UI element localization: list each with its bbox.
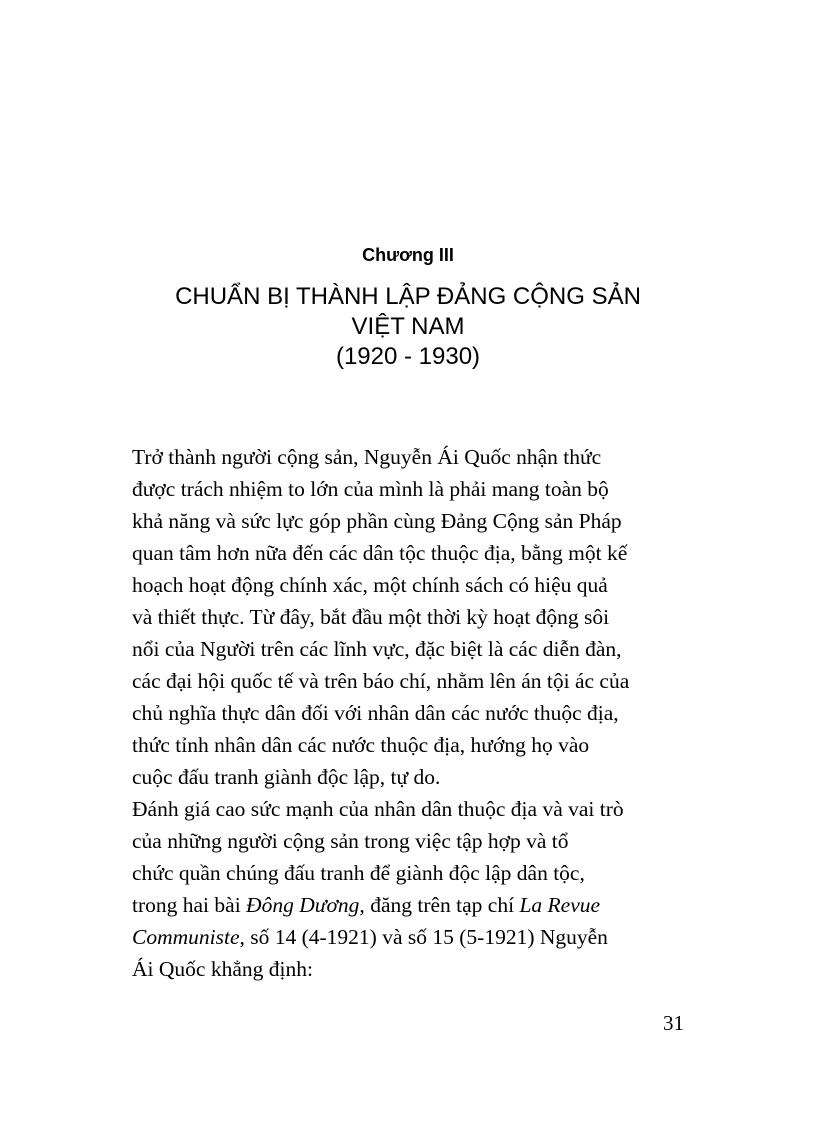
text-line: khả năng và sức lực góp phần cùng Đảng Cộng sản Pháp	[132, 509, 622, 533]
text-line: quan tâm hơn nữa đến các dân tộc thuộc địa, bằng một kế	[132, 541, 628, 565]
text-line: hoạch hoạt động chính xác, một chính sách có hiệu quả	[132, 573, 608, 597]
text-line: thức tỉnh nhân dân các nước thuộc địa, hướng họ vào	[132, 733, 590, 757]
text-line: và thiết thực. Từ đây, bắt đầu một thời kỳ hoạt động sôi	[132, 605, 610, 629]
chapter-title	[100, 282, 716, 372]
text-line: chủ nghĩa thực dân đối với nhân dân các nước thuộc địa,	[132, 701, 619, 725]
text-line: nổi của Người trên các lĩnh vực, đặc biệt là các diễn đàn,	[132, 637, 622, 661]
text-line: Trở thành người cộng sản, Nguyễn Ái Quốc nhận thức	[132, 445, 602, 469]
text-line	[132, 889, 712, 921]
text-line	[132, 921, 712, 953]
text-line: các đại hội quốc tế và trên báo chí, nhằm lên án tội ác của	[132, 669, 630, 693]
text-line: của những người cộng sản trong việc tập hợp và tổ	[132, 829, 569, 853]
journal-title: La Revue	[519, 893, 601, 917]
text-line: cuộc đấu tranh giành độc lập, tự do.	[132, 765, 441, 789]
text-segment: đăng trên tạp chí	[364, 893, 520, 917]
article-title: Đông Dương,	[246, 893, 365, 917]
journal-title: Communiste	[132, 925, 240, 949]
text-segment: , số 14 (4-1921) và số 15 (5-1921) Nguyễn	[239, 925, 608, 949]
text-line: chức quần chúng đấu tranh để giành độc lập dân tộc,	[132, 861, 585, 885]
text-line: Đánh giá cao sức mạnh của nhân dân thuộc địa và vai trò	[132, 797, 624, 821]
chapter-title-line: (1920 - 1930)	[335, 343, 481, 370]
text-line: Ái Quốc khẳng định:	[132, 957, 313, 981]
chapter-title-line: VIỆT NAM	[351, 313, 465, 340]
body-text	[132, 441, 712, 985]
chapter-label: Chương III	[362, 245, 454, 265]
chapter-title-line: CHUẨN BỊ THÀNH LẬP ĐẢNG CỘNG SẢN	[175, 283, 641, 310]
page-number: 31	[663, 1011, 684, 1035]
text-segment: trong hai bài	[132, 893, 247, 917]
text-line: được trách nhiệm to lớn của mình là phải mang toàn bộ	[132, 477, 609, 501]
